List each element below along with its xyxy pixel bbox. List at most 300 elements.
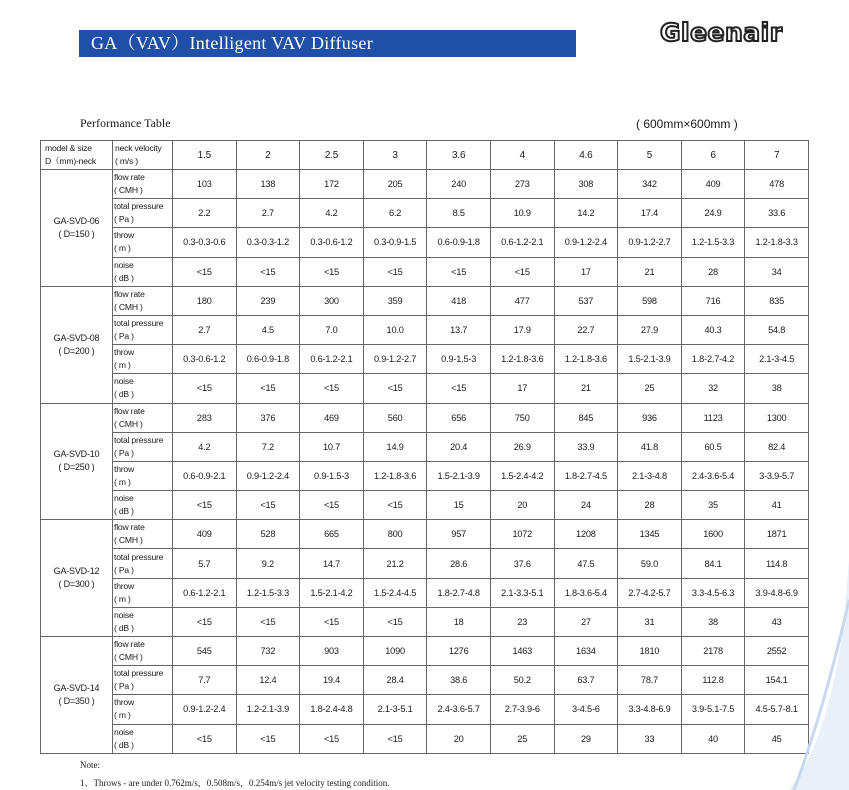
table-row (41, 578, 809, 607)
label-line: ( m ) (114, 476, 131, 487)
table-cell: 33.6 (745, 199, 809, 228)
table-cell: 1.5-2.4-4.5 (363, 578, 427, 607)
table-cell: 537 (554, 286, 618, 315)
table-row (41, 257, 809, 286)
label-line: noise (114, 493, 134, 504)
table-cell: 28.4 (363, 666, 427, 695)
table-cell: 3-3.9-5.7 (745, 461, 809, 490)
label-line: ( m ) (114, 243, 131, 254)
table-cell: 38 (681, 607, 745, 636)
table-cell: 20.4 (427, 432, 491, 461)
table-cell: 732 (236, 637, 300, 666)
page-title: GA（VAV）Intelligent VAV Diffuser (79, 30, 576, 57)
table-cell: 835 (745, 286, 809, 315)
table-cell: 1.2-1.8-3.6 (554, 345, 618, 374)
table-row (41, 315, 809, 344)
table-cell: 28.6 (427, 549, 491, 578)
table-cell: 14.2 (554, 199, 618, 228)
table-cell: 1.5-2.4-4.2 (490, 461, 554, 490)
table-cell: <15 (173, 724, 237, 753)
table-cell: 2178 (681, 637, 745, 666)
label-line: ( Pa ) (114, 564, 134, 575)
table-cell: 27.9 (618, 315, 682, 344)
table-cell: 114.8 (745, 549, 809, 578)
table-cell: 0.3-0.3-1.2 (236, 228, 300, 257)
table-row (41, 695, 809, 724)
table-cell: 0.6-0.9-2.1 (173, 461, 237, 490)
table-cell: 9.2 (236, 549, 300, 578)
label-line: ( m ) (114, 360, 131, 371)
table-cell: 1.5-2.1-3.9 (427, 461, 491, 490)
table-cell: 20 (490, 491, 554, 520)
label-line: flow rate (114, 172, 145, 183)
label-line: noise (114, 726, 134, 737)
label-line: ( m ) (114, 593, 131, 604)
table-cell: 10.7 (300, 432, 364, 461)
table-row (41, 520, 809, 549)
table-row (41, 345, 809, 374)
label-line: neck velocity (115, 143, 162, 153)
throw-label (113, 228, 173, 257)
table-cell: 38 (745, 374, 809, 403)
table-cell: 418 (427, 286, 491, 315)
table-cell: 33.9 (554, 432, 618, 461)
table-cell: 528 (236, 520, 300, 549)
noise-label (113, 257, 173, 286)
table-cell: 4.5-5.7-8.1 (745, 695, 809, 724)
table-cell: 2.4-3.6-5.7 (427, 695, 491, 724)
table-cell: <15 (427, 374, 491, 403)
label-line: flow rate (114, 639, 145, 650)
velocity-header: 7 (745, 141, 809, 170)
label-line: total pressure (114, 551, 164, 562)
table-cell: 41.8 (618, 432, 682, 461)
label-line: noise (114, 259, 134, 270)
table-cell: 1300 (745, 403, 809, 432)
table-cell: 41 (745, 491, 809, 520)
noise-label (113, 491, 173, 520)
table-cell: 3.9-4.8-6.9 (745, 578, 809, 607)
label-line: ( Pa ) (114, 447, 134, 458)
table-cell: 7.0 (300, 315, 364, 344)
table-cell: 545 (173, 637, 237, 666)
label-line: ( D=250 ) (58, 462, 95, 473)
table-cell: 239 (236, 286, 300, 315)
table-cell: 2.7-3.9-6 (490, 695, 554, 724)
table-cell: <15 (236, 724, 300, 753)
table-cell: 1871 (745, 520, 809, 549)
table-cell: 82.4 (745, 432, 809, 461)
total-pressure-label (113, 432, 173, 461)
table-cell: 60.5 (681, 432, 745, 461)
table-cell: 1.2-1.8-3.6 (363, 461, 427, 490)
table-cell: 376 (236, 403, 300, 432)
table-cell: 43 (745, 607, 809, 636)
table-cell: 560 (363, 403, 427, 432)
table-cell: 598 (618, 286, 682, 315)
velocity-header: 1.5 (173, 141, 237, 170)
label-line: ( CMH ) (114, 535, 143, 546)
table-cell: <15 (300, 374, 364, 403)
neck-velocity-header (113, 141, 173, 170)
table-cell: <15 (300, 607, 364, 636)
label-line: total pressure (114, 434, 164, 445)
table-cell: 180 (173, 286, 237, 315)
label-line: flow rate (114, 405, 145, 416)
label-line: total pressure (114, 318, 164, 329)
table-cell: 342 (618, 170, 682, 199)
table-cell: <15 (173, 607, 237, 636)
model-cell (41, 403, 113, 520)
table-row (41, 491, 809, 520)
total-pressure-label (113, 549, 173, 578)
table-cell: 40 (681, 724, 745, 753)
velocity-header: 4 (490, 141, 554, 170)
performance-table (40, 140, 809, 754)
table-cell: 665 (300, 520, 364, 549)
note-line-1: 1、Throws - are under 0.762m/s，0.508m/s，0.254m/s jet velocity testing condition. (80, 778, 390, 788)
table-cell: 800 (363, 520, 427, 549)
table-cell: 2.1-3-4.5 (745, 345, 809, 374)
table-cell: 903 (300, 637, 364, 666)
table-row (41, 549, 809, 578)
label-line: GA-SVD-08 (53, 332, 100, 343)
table-cell: 50.2 (490, 666, 554, 695)
label-line: ( D=300 ) (58, 579, 95, 590)
table-cell: 21 (554, 374, 618, 403)
table-cell: <15 (300, 257, 364, 286)
noise-label (113, 607, 173, 636)
table-cell: 17 (554, 257, 618, 286)
throw-label (113, 345, 173, 374)
label-line: ( D=200 ) (58, 345, 95, 356)
table-cell: 0.9-1.5-3 (427, 345, 491, 374)
table-cell: 19.4 (300, 666, 364, 695)
table-cell: 0.9-1.2-2.4 (554, 228, 618, 257)
table-cell: 1208 (554, 520, 618, 549)
table-cell: 28 (681, 257, 745, 286)
flow-rate-label (113, 286, 173, 315)
label-line: noise (114, 376, 134, 387)
table-cell: 25 (618, 374, 682, 403)
table-cell: <15 (300, 724, 364, 753)
table-cell: 35 (681, 491, 745, 520)
table-cell: 750 (490, 403, 554, 432)
table-row (41, 170, 809, 199)
label-line: ( D=350 ) (58, 695, 95, 706)
table-cell: 24.9 (681, 199, 745, 228)
table-cell: <15 (363, 724, 427, 753)
label-line: GA-SVD-10 (53, 449, 100, 460)
table-cell: 1.8-2.7-4.5 (554, 461, 618, 490)
flow-rate-label (113, 520, 173, 549)
table-row (41, 432, 809, 461)
table-cell: 1345 (618, 520, 682, 549)
table-cell: 25 (490, 724, 554, 753)
table-cell: 409 (173, 520, 237, 549)
velocity-header: 4.6 (554, 141, 618, 170)
label-line: GA-SVD-12 (53, 566, 100, 577)
velocity-header: 2 (236, 141, 300, 170)
model-cell (41, 170, 113, 287)
table-cell: <15 (236, 607, 300, 636)
table-title: Performance Table (80, 116, 171, 130)
table-cell: 936 (618, 403, 682, 432)
table-cell: 469 (300, 403, 364, 432)
note-heading: Note: (80, 760, 100, 770)
table-cell: 29 (554, 724, 618, 753)
table-cell: 54.8 (745, 315, 809, 344)
label-line: GA-SVD-14 (53, 682, 100, 693)
label-line: ( dB ) (114, 389, 134, 400)
table-cell: 1.8-2.7-4.8 (427, 578, 491, 607)
label-line: flow rate (114, 522, 145, 533)
table-cell: 47.5 (554, 549, 618, 578)
table-cell: 3-4.5-6 (554, 695, 618, 724)
table-cell: 3.9-5.1-7.5 (681, 695, 745, 724)
label-line: GA-SVD-06 (53, 215, 100, 226)
label-line: total pressure (114, 201, 164, 212)
velocity-header: 6 (681, 141, 745, 170)
table-cell: 0.6-1.2-2.1 (173, 578, 237, 607)
label-line: ( Pa ) (114, 214, 134, 225)
label-line: ( CMH ) (114, 418, 143, 429)
table-cell: 45 (745, 724, 809, 753)
noise-label (113, 724, 173, 753)
table-cell: 1.8-2.4-4.8 (300, 695, 364, 724)
throw-label (113, 695, 173, 724)
table-cell: 716 (681, 286, 745, 315)
label-line: ( m ) (114, 710, 131, 721)
table-row (41, 607, 809, 636)
table-cell: 112.8 (681, 666, 745, 695)
label-line: model & size (45, 143, 92, 153)
table-cell: 2.2 (173, 199, 237, 228)
table-cell: 7.2 (236, 432, 300, 461)
brand-logo: Gleenair (660, 18, 783, 47)
label-line: ( dB ) (114, 506, 134, 517)
label-line: ( Pa ) (114, 331, 134, 342)
throw-label (113, 578, 173, 607)
table-cell: 31 (618, 607, 682, 636)
table-cell: 0.9-1.2-2.4 (173, 695, 237, 724)
noise-label (113, 374, 173, 403)
table-cell: 21.2 (363, 549, 427, 578)
velocity-header: 5 (618, 141, 682, 170)
table-row (41, 199, 809, 228)
table-row (41, 374, 809, 403)
table-cell: 17.4 (618, 199, 682, 228)
table-cell: 13.7 (427, 315, 491, 344)
table-cell: 1810 (618, 637, 682, 666)
table-cell: 0.6-0.9-1.8 (236, 345, 300, 374)
table-cell: 10.0 (363, 315, 427, 344)
table-cell: 1.2-1.8-3.6 (490, 345, 554, 374)
table-cell: 3.3-4.5-6.3 (681, 578, 745, 607)
flow-rate-label (113, 170, 173, 199)
table-cell: <15 (300, 491, 364, 520)
table-cell: 1.8-3.6-5.4 (554, 578, 618, 607)
table-cell: 0.6-1.2-2.1 (490, 228, 554, 257)
table-cell: 0.3-0.3-0.6 (173, 228, 237, 257)
table-cell: 17.9 (490, 315, 554, 344)
table-cell: 4.2 (300, 199, 364, 228)
table-cell: 1.2-1.5-3.3 (681, 228, 745, 257)
table-cell: 28 (618, 491, 682, 520)
table-cell: 63.7 (554, 666, 618, 695)
table-cell: 8.5 (427, 199, 491, 228)
label-line: total pressure (114, 668, 164, 679)
table-cell: 2.7-4.2-5.7 (618, 578, 682, 607)
table-cell: 27 (554, 607, 618, 636)
table-cell: 154.1 (745, 666, 809, 695)
table-cell: 15 (427, 491, 491, 520)
model-cell (41, 520, 113, 637)
table-cell: <15 (490, 257, 554, 286)
table-cell: 1634 (554, 637, 618, 666)
table-cell: 14.9 (363, 432, 427, 461)
table-cell: 59.0 (618, 549, 682, 578)
model-size-header (41, 141, 113, 170)
table-cell: 18 (427, 607, 491, 636)
table-cell: 10.9 (490, 199, 554, 228)
table-cell: 78.7 (618, 666, 682, 695)
table-cell: <15 (173, 491, 237, 520)
table-cell: 84.1 (681, 549, 745, 578)
table-cell: 2.4-3.6-5.4 (681, 461, 745, 490)
table-cell: 0.3-0.9-1.5 (363, 228, 427, 257)
table-cell: 0.9-1.2-2.7 (363, 345, 427, 374)
table-row (41, 461, 809, 490)
table-cell: 33 (618, 724, 682, 753)
label-line: throw (114, 580, 135, 591)
table-cell: 26.9 (490, 432, 554, 461)
label-line: flow rate (114, 288, 145, 299)
table-cell: 477 (490, 286, 554, 315)
table-size-label: ( 600mm×600mm ) (636, 117, 738, 131)
table-cell: 300 (300, 286, 364, 315)
label-line: ( dB ) (114, 622, 134, 633)
table-cell: 1072 (490, 520, 554, 549)
table-cell: 1.2-2.1-3.9 (236, 695, 300, 724)
table-row (41, 228, 809, 257)
label-line: ( Pa ) (114, 681, 134, 692)
table-cell: 240 (427, 170, 491, 199)
table-cell: 138 (236, 170, 300, 199)
table-cell: 1.5-2.1-4.2 (300, 578, 364, 607)
table-cell: <15 (363, 607, 427, 636)
label-line: ( D=150 ) (58, 228, 95, 239)
table-cell: 0.9-1.2-2.4 (236, 461, 300, 490)
total-pressure-label (113, 315, 173, 344)
table-cell: 0.6-1.2-2.1 (300, 345, 364, 374)
table-cell: 103 (173, 170, 237, 199)
table-cell: 22.7 (554, 315, 618, 344)
table-row (41, 403, 809, 432)
throw-label (113, 461, 173, 490)
table-cell: 2.1-3-4.8 (618, 461, 682, 490)
label-line: D（mm)-neck (45, 156, 96, 166)
table-cell: 283 (173, 403, 237, 432)
table-cell: 17 (490, 374, 554, 403)
table-cell: 1600 (681, 520, 745, 549)
table-cell: <15 (363, 374, 427, 403)
table-cell: 14.7 (300, 549, 364, 578)
table-cell: 2.7 (236, 199, 300, 228)
table-cell: 1.2-1.5-3.3 (236, 578, 300, 607)
label-line: noise (114, 609, 134, 620)
table-cell: 656 (427, 403, 491, 432)
velocity-header: 3 (363, 141, 427, 170)
table-cell: 478 (745, 170, 809, 199)
table-cell: 37.6 (490, 549, 554, 578)
table-cell: 1.2-1.8-3.3 (745, 228, 809, 257)
table-cell: 6.2 (363, 199, 427, 228)
table-cell: 205 (363, 170, 427, 199)
table-cell: 308 (554, 170, 618, 199)
corner-decoration (789, 560, 849, 790)
table-cell: 172 (300, 170, 364, 199)
table-cell: 40.3 (681, 315, 745, 344)
table-cell: <15 (173, 374, 237, 403)
table-cell: 24 (554, 491, 618, 520)
table-cell: 0.9-1.2-2.7 (618, 228, 682, 257)
table-cell: 32 (681, 374, 745, 403)
table-cell: 359 (363, 286, 427, 315)
model-cell (41, 286, 113, 403)
table-row (41, 286, 809, 315)
table-cell: 957 (427, 520, 491, 549)
table-row (41, 637, 809, 666)
table-cell: 2.1-3.3-5.1 (490, 578, 554, 607)
table-cell: 7.7 (173, 666, 237, 695)
label-line: ( CMH ) (114, 652, 143, 663)
table-cell: 1123 (681, 403, 745, 432)
table-cell: 2.7 (173, 315, 237, 344)
label-line: throw (114, 463, 135, 474)
table-cell: 409 (681, 170, 745, 199)
table-row (41, 724, 809, 753)
table-cell: 273 (490, 170, 554, 199)
header-row (41, 141, 809, 170)
table-cell: <15 (427, 257, 491, 286)
table-cell: 38.6 (427, 666, 491, 695)
table-cell: <15 (236, 491, 300, 520)
table-cell: 1.8-2.7-4.2 (681, 345, 745, 374)
velocity-header: 2.5 (300, 141, 364, 170)
table-cell: 34 (745, 257, 809, 286)
label-line: throw (114, 697, 135, 708)
table-cell: 3.3-4.8-6.9 (618, 695, 682, 724)
table-cell: 2552 (745, 637, 809, 666)
table-cell: 1.5-2.1-3.9 (618, 345, 682, 374)
table-cell: 0.3-0.6-1.2 (173, 345, 237, 374)
total-pressure-label (113, 666, 173, 695)
table-cell: 845 (554, 403, 618, 432)
table-cell: 12.4 (236, 666, 300, 695)
table-cell: 0.9-1.5-3 (300, 461, 364, 490)
table-cell: 0.3-0.6-1.2 (300, 228, 364, 257)
table-cell: 1090 (363, 637, 427, 666)
table-cell: 23 (490, 607, 554, 636)
table-cell: <15 (236, 374, 300, 403)
table-cell: 21 (618, 257, 682, 286)
model-cell (41, 637, 113, 754)
label-line: throw (114, 347, 135, 358)
table-cell: <15 (363, 491, 427, 520)
table-cell: 20 (427, 724, 491, 753)
table-cell: 4.2 (173, 432, 237, 461)
